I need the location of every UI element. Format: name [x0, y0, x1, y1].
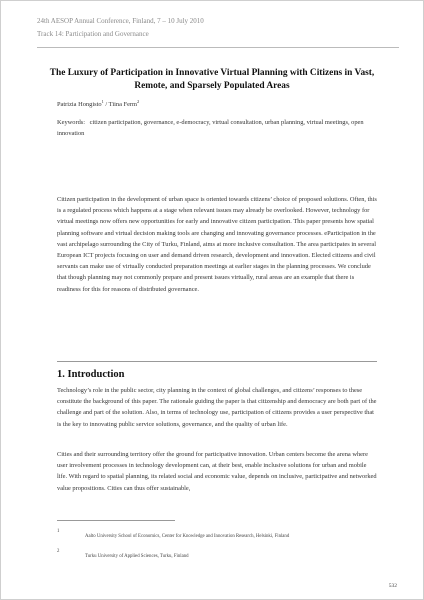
- author-2-name: Tiina Ferm: [108, 101, 138, 109]
- keywords-text: citizen participation, governance, e-democracy, virtual consultation, urban planning, virtual meetings, open innovation: [57, 119, 364, 137]
- footnote-2-number: 2: [57, 549, 60, 554]
- header-divider: [37, 47, 399, 48]
- section-divider: [57, 361, 377, 362]
- keywords-label: Keywords:: [57, 119, 86, 126]
- author-2-footnote-mark: 2: [137, 99, 140, 104]
- page-number: 532: [388, 583, 397, 589]
- track-line: Track 14: Participation and Governance: [37, 30, 149, 38]
- footnote-2-text: Turku University of Applied Sciences, Turku, Finland: [85, 554, 189, 559]
- introduction-paragraph-1: Technology’s role in the public sector, city planning in the context of global challenges, and citizens’ responses to these constitute the background of this paper. The rationale guiding the paper is that citizenship and democracy are both part of the challenge and part of the solution. Also, in terms of technology use, participation of citizens provides a user perspective that is the key to innovating public service solutions, governance, and the quality of urban life.: [57, 387, 377, 428]
- section-heading-introduction: 1. Introduction: [57, 369, 125, 380]
- author-1-footnote-mark: 1: [101, 99, 104, 104]
- keywords-block: [57, 117, 377, 139]
- author-line: [57, 99, 139, 108]
- footnote-1-number: 1: [57, 529, 60, 534]
- author-1-name: Patrizia Hongisto: [57, 101, 102, 109]
- footnote-1-text: Aalto University School of Economics, Center for Knowledge and Innovation Research, Helsinki, Finland: [85, 534, 290, 539]
- conference-line: 24th AESOP Annual Conference, Finland, 7 – 10 July 2010: [37, 17, 204, 25]
- running-header: [37, 15, 403, 41]
- footnote-divider: [57, 520, 175, 521]
- paper-title: The Luxury of Participation in Innovative Virtual Planning with Citizens in Vast, Remote, and Sparsely Populated Areas: [49, 68, 375, 91]
- abstract-paragraph: Citizen participation in the development of urban space is oriented towards citizens’ choice of proposed solutions. Often, this is a regulated process which happens at a stage when relevant issues may already be overlooked. However, technology for virtual meetings now offers new opportunities for early and innovative citizen participation. This paper presents how spatial planning software and virtual decision making tools are changing and innovating governance processes. eParticipation in the vast archipelago surrounding the City of Turku, Finland, aims at more inclusive consultation. The area participates in several European ICT projects focusing on user and demand driven research, development and innovation. Elected citizens and civil servants can make use of virtually conducted preparation meetings at earlier stages in the planning processes. We conclude that though planning may not commonly prepare and present issues virtually, rural areas are an example that there is readiness for this for reasons of distributed governance.: [57, 196, 377, 293]
- introduction-paragraph-2: Cities and their surrounding territory offer the ground for participative innovation. Urban centers become the arena where user involvement processes in technology development can, at their best, enable inclusive solutions for urban and mobile life. With regard to spatial planning, its related social and economic value, depends on inclusive, participative and networked value propositions. Cities can thus offer sustainable,: [57, 451, 377, 492]
- author-separator: /: [103, 101, 109, 109]
